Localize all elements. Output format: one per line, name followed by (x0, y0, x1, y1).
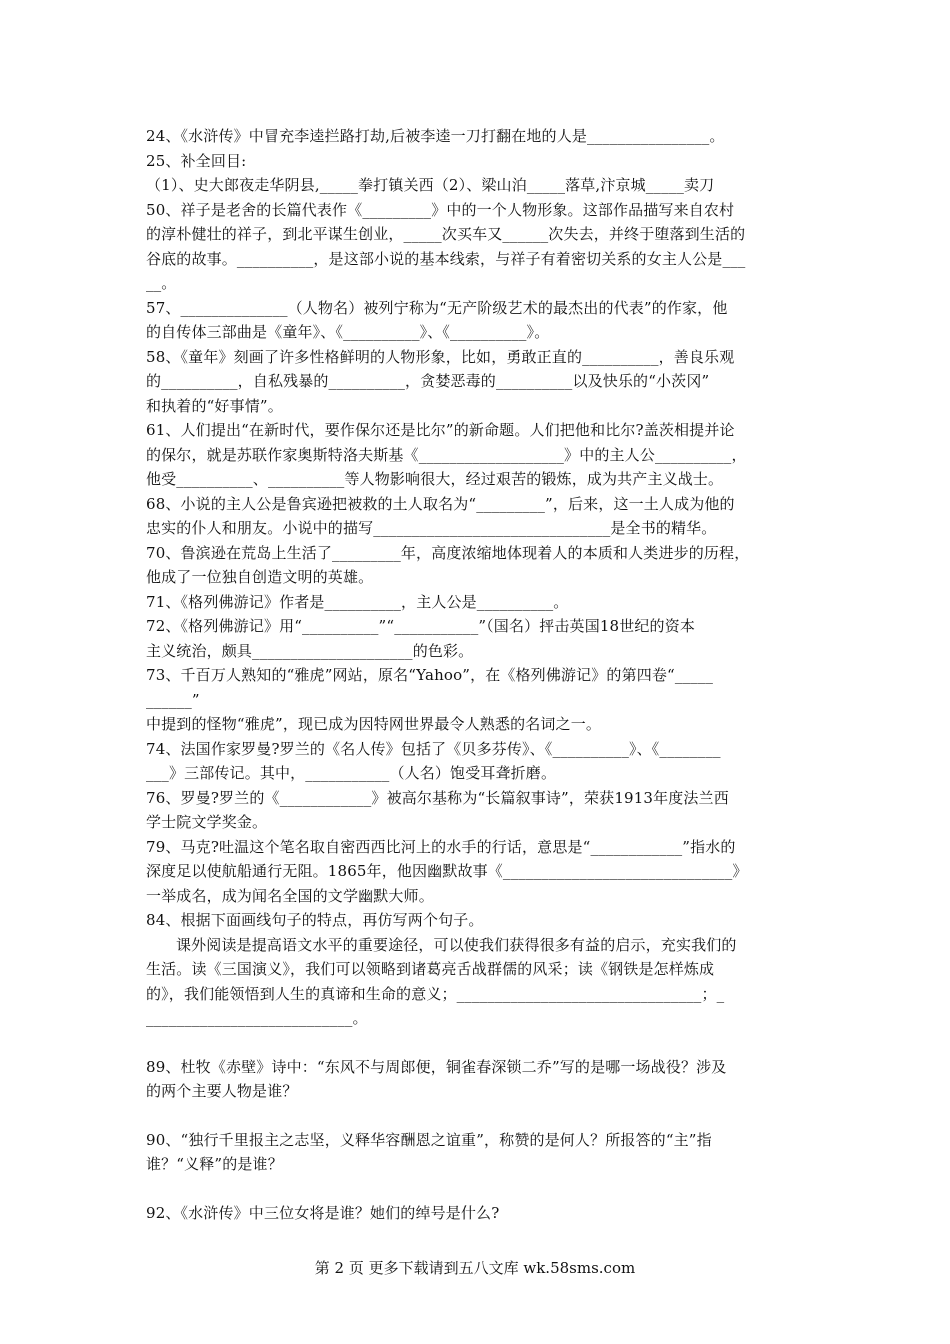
text-line: 72、《格列佛游记》用“__________”“___________”（国名）抨击英国18世纪的资本 (146, 617, 695, 635)
text-line: 89、杜牧《赤壁》诗中：“东风不与周郎便，铜雀春深锁二乔”写的是哪一场战役？涉及 (146, 1057, 727, 1076)
text-line: 61、人们提出“在新时代，要作保尔还是比尔”的新命题。人们把他和比尔?盖茨相提并论 (146, 421, 735, 439)
text-line: （1）、史大郎夜走华阴县,_____拳打镇关西（2）、梁山泊_____落草,汴京城_____卖刀 (146, 176, 715, 194)
text-line: 课外阅读是提高语文水平的重要途径，可以使我们获得很多有益的启示，充实我们的 (176, 935, 737, 954)
text-line: 的保尔，就是苏联作家奥斯特洛夫斯基《___________________》中的主人公__________， (146, 445, 747, 464)
text-line: 深度足以使航船通行无阻。1865年，他因幽默故事《______________________________》 (146, 862, 748, 880)
text-line: 的自传体三部曲是《童年》、《__________》、《__________》。 (146, 323, 550, 341)
text-line: 的》，我们能领悟到人生的真谛和生命的意义；________________________________；_ (146, 984, 725, 1003)
text-line: 中提到的怪物“雅虎”，现已成为因特网世界最令人熟悉的名词之一。 (146, 715, 601, 733)
text-line: __。 (146, 274, 177, 292)
text-line: 90、“独行千里报主之志坚，义释华容酬恩之谊重”，称赞的是何人？所报答的“主”指 (146, 1130, 712, 1149)
text-line: 一举成名，成为闻名全国的文学幽默大师。 (146, 886, 434, 905)
text-line: 57、______________（人物名）被列宁称为“无产阶级艺术的最杰出的代表”的作家，他 (146, 298, 728, 317)
text-line: 主义统治，颇具_____________________的色彩。 (146, 641, 474, 660)
text-line: 的两个主要人物是谁？ (146, 1082, 298, 1100)
text-line: 谁？“义释”的是谁？ (146, 1155, 283, 1173)
text-line: 71、《格列佛游记》作者是__________，主人公是__________。 (146, 592, 569, 611)
text-line: 学士院文学奖金。 (146, 813, 268, 831)
text-line: 50、祥子是老舍的长篇代表作《_________》中的一个人物形象。这部作品描写来自农村 (146, 200, 735, 219)
text-line: 84、根据下面画线句子的特点，再仿写两个句子。 (146, 911, 484, 929)
document-body (146, 124, 814, 1225)
text-line: 73、千百万人熟知的“雅虎”网站，原名“Yahoo”，在《格列佛游记》的第四卷“_____ (146, 666, 714, 684)
text-line: 的淳朴健壮的祥子，到北平谋生创业，_____次买车又______次失去，并终于堕落到生活的 (146, 225, 746, 243)
text-line: 忠实的仆人和朋友。小说中的描写_______________________________是全书的精华。 (146, 519, 717, 537)
text-line: 生活。读《三国演义》，我们可以领略到诸葛亮舌战群儒的风采；读《钢铁是怎样炼成 (146, 960, 715, 978)
text-line: 92、《水浒传》中三位女将是谁？她们的绰号是什么? (146, 1203, 500, 1222)
spacer (146, 1177, 814, 1201)
text-line: 他受__________、__________等人物影响很大，经过艰苦的锻炼，成为共产主义战士。 (146, 470, 724, 488)
text-line: 68、小说的主人公是鲁宾逊把被救的土人取名为“_________”，后来，这一土人成为他的 (146, 494, 735, 513)
text-line: 和执着的“好事情”。 (146, 396, 283, 415)
spacer (146, 1031, 814, 1055)
text-line: 25、补全回目: (146, 151, 247, 170)
text-line: ___________________________。 (146, 1009, 368, 1027)
text-line: 24、《水浒传》中冒充李逵拦路打劫,后被李逵一刀打翻在地的人是________________。 (146, 127, 725, 145)
text-line: ___》三部传记。其中，___________（人名）饱受耳聋折磨。 (146, 764, 557, 782)
text-line: 70、鲁滨逊在荒岛上生活了_________年，高度浓缩地体现着人的本质和人类进步的历程， (146, 543, 750, 562)
text-line: 79、马克?吐温这个笔名取自密西西比河上的水手的行话，意思是“____________”指水的 (146, 837, 736, 856)
text-line: 74、法国作家罗曼?罗兰的《名人传》包括了《贝多芬传》、《__________》、《________ (146, 739, 721, 758)
text-line: ______” (146, 690, 200, 709)
text-line: 谷底的故事。__________，是这部小说的基本线索，与祥子有着密切关系的女主人公是___ (146, 249, 746, 268)
text-line: 76、罗曼?罗兰的《____________》被高尔基称为“长篇叙事诗”，荣获1913年度法兰西 (146, 788, 729, 807)
text-line: 58、《童年》刻画了许多性格鲜明的人物形象，比如，勇敢正直的__________，善良乐观 (146, 347, 735, 366)
page-footer: 第 2 页 更多下载请到五八文库 wk.58sms.com (314, 1259, 636, 1277)
spacer (146, 1104, 814, 1128)
text-line: 的__________，自私残暴的__________，贪婪恶毒的__________以及快乐的“小茨冈” (146, 372, 710, 390)
text-line: 他成了一位独自创造文明的英雄。 (146, 568, 374, 586)
